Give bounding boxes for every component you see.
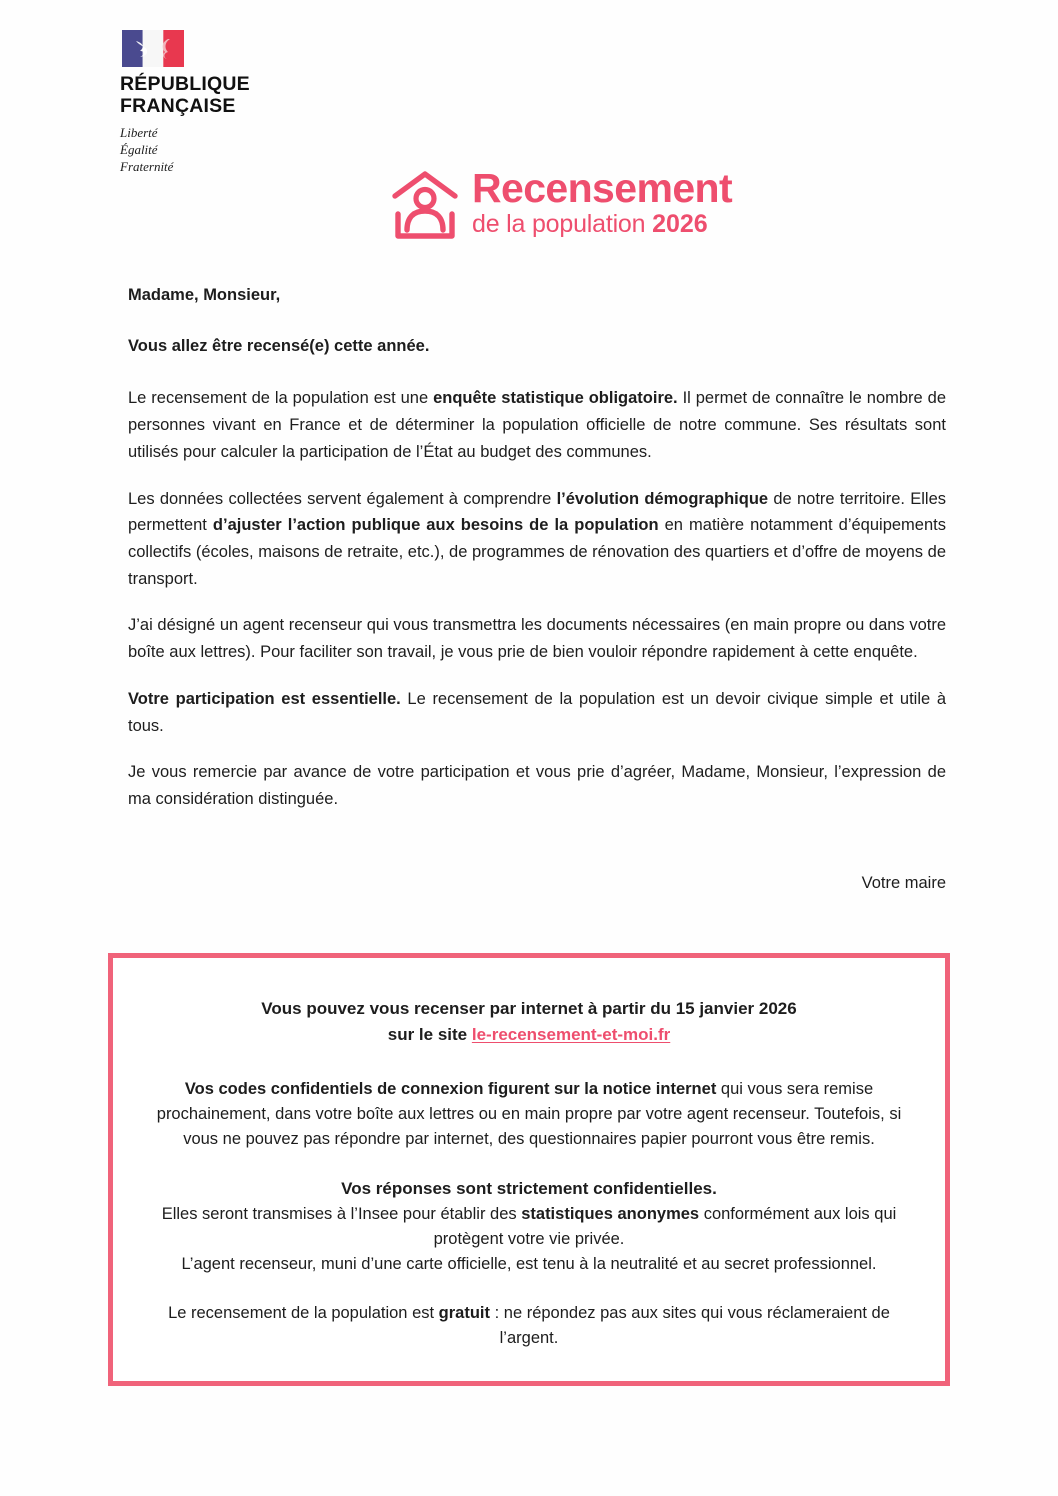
logo-year: 2026 xyxy=(652,210,708,238)
p4-text-b: Le recensement de la population est un devoir civique simple et utile à tous. xyxy=(128,689,946,735)
agent-neutrality-paragraph: L’agent recenseur, muni d’une carte officielle, est tenu à la neutralité et au secret professionnel. xyxy=(181,1254,877,1273)
recensement-website-link[interactable]: le-recensement-et-moi.fr xyxy=(471,1024,671,1044)
letter-paragraph-2 xyxy=(128,486,946,593)
republic-title xyxy=(120,74,350,118)
codes-rest: qui vous sera remise prochainement, dans votre boîte aux lettres ou en main propre par votre agent recenseur. Toutefois, si vous ne pouvez pas répondre par internet, des questionnaires papier pourront vous être remis. xyxy=(156,1080,902,1149)
recensement-logo-text xyxy=(472,165,733,238)
p2-bold-1: l’évolution démographique xyxy=(556,489,769,508)
confidential-text-a: Elles seront transmises à l’Insee pour établir des xyxy=(161,1204,522,1223)
confidential-heading: Vos réponses sont strictement confidentielles. xyxy=(341,1179,717,1199)
letter-salutation: Madame, Monsieur, xyxy=(128,286,281,304)
spacer xyxy=(147,1047,911,1077)
republique-francaise-logo xyxy=(120,30,350,175)
p4-bold: Votre participation est essentielle. xyxy=(128,689,401,708)
logo-subtitle: de la population xyxy=(472,210,653,238)
spacer xyxy=(147,1152,911,1176)
letter-paragraph-3: J’ai désigné un agent recenseur qui vous transmettra les documents nécessaires (en main propre ou dans votre boîte aux lettres). Pour faciliter son travail, je vous prie de bien vouloir répondre rapidement à cette enquête. xyxy=(128,616,946,662)
p1-text-c: Il permet de connaître le nombre de personnes vivant en France et de déterminer la population officielle de notre commune. Ses résultats sont utilisés pour calculer la participation de l’État au budget des communes. xyxy=(128,389,946,461)
free-paragraph xyxy=(147,1301,911,1351)
p2-text-c: de notre territoire. Elles permettent xyxy=(128,489,946,535)
republic-title-line1: RÉPUBLIQUE xyxy=(120,73,250,95)
internet-line-2-prefix: sur le site xyxy=(387,1024,472,1044)
internet-line-1: Vous pouvez vous recenser par internet à partir du 15 janvier 2026 xyxy=(261,999,797,1018)
free-text-c: : ne répondez pas aux sites qui vous réclameraient de l’argent. xyxy=(490,1303,890,1348)
p2-text-a: Les données collectées servent également à comprendre xyxy=(128,489,557,508)
logo-title: Recensement xyxy=(472,165,733,211)
confidential-paragraph xyxy=(147,1202,911,1252)
motto-liberte: Liberté xyxy=(120,124,158,140)
p1-text-a: Le recensement de la population est une xyxy=(128,389,434,408)
codes-bold: Vos codes confidentiels de connexion figurent sur la notice internet xyxy=(184,1080,717,1098)
p2-bold-2: d’ajuster l’action publique aux besoins de la population xyxy=(212,516,659,535)
motto-fraternite: Fraternité xyxy=(120,158,174,174)
house-with-person-icon xyxy=(390,170,460,242)
letter-paragraph-4 xyxy=(128,686,946,739)
republic-title-line2: FRANÇAISE xyxy=(120,94,236,117)
p2-text-e: en matière notamment d’équipements collectifs (écoles, maisons de retraite, etc.), de programmes de rénovation des quartiers et d’offre de moyens de transport. xyxy=(128,516,946,588)
spacer xyxy=(147,1277,911,1301)
free-bold: gratuit xyxy=(438,1303,491,1322)
codes-paragraph xyxy=(147,1077,911,1152)
confidential-bold: statistiques anonymes xyxy=(521,1204,700,1223)
recensement-logo xyxy=(390,165,733,242)
free-text-a: Le recensement de la population est xyxy=(168,1303,439,1322)
letter-paragraph-5: Je vous remercie par avance de votre participation et vous prie d’agréer, Madame, Monsieur, l’expression de ma considération distinguée. xyxy=(128,763,946,809)
information-box-content xyxy=(113,958,945,1351)
p1-bold: enquête statistique obligatoire. xyxy=(433,389,678,408)
french-flag-icon xyxy=(122,30,184,67)
letter-paragraph-1 xyxy=(128,385,946,465)
logo-subtitle-row xyxy=(472,212,732,237)
confidential-text-c: conformément aux lois qui protègent votre vie privée. xyxy=(433,1204,897,1248)
letter-lead: Vous allez être recensé(e) cette année. xyxy=(128,336,430,355)
motto-egalite: Égalité xyxy=(120,141,158,157)
republic-motto xyxy=(120,124,350,175)
information-box xyxy=(108,953,950,1386)
internet-line-2 xyxy=(147,1022,911,1048)
letter-signature: Votre maire xyxy=(861,874,946,892)
letter-body xyxy=(128,282,946,813)
